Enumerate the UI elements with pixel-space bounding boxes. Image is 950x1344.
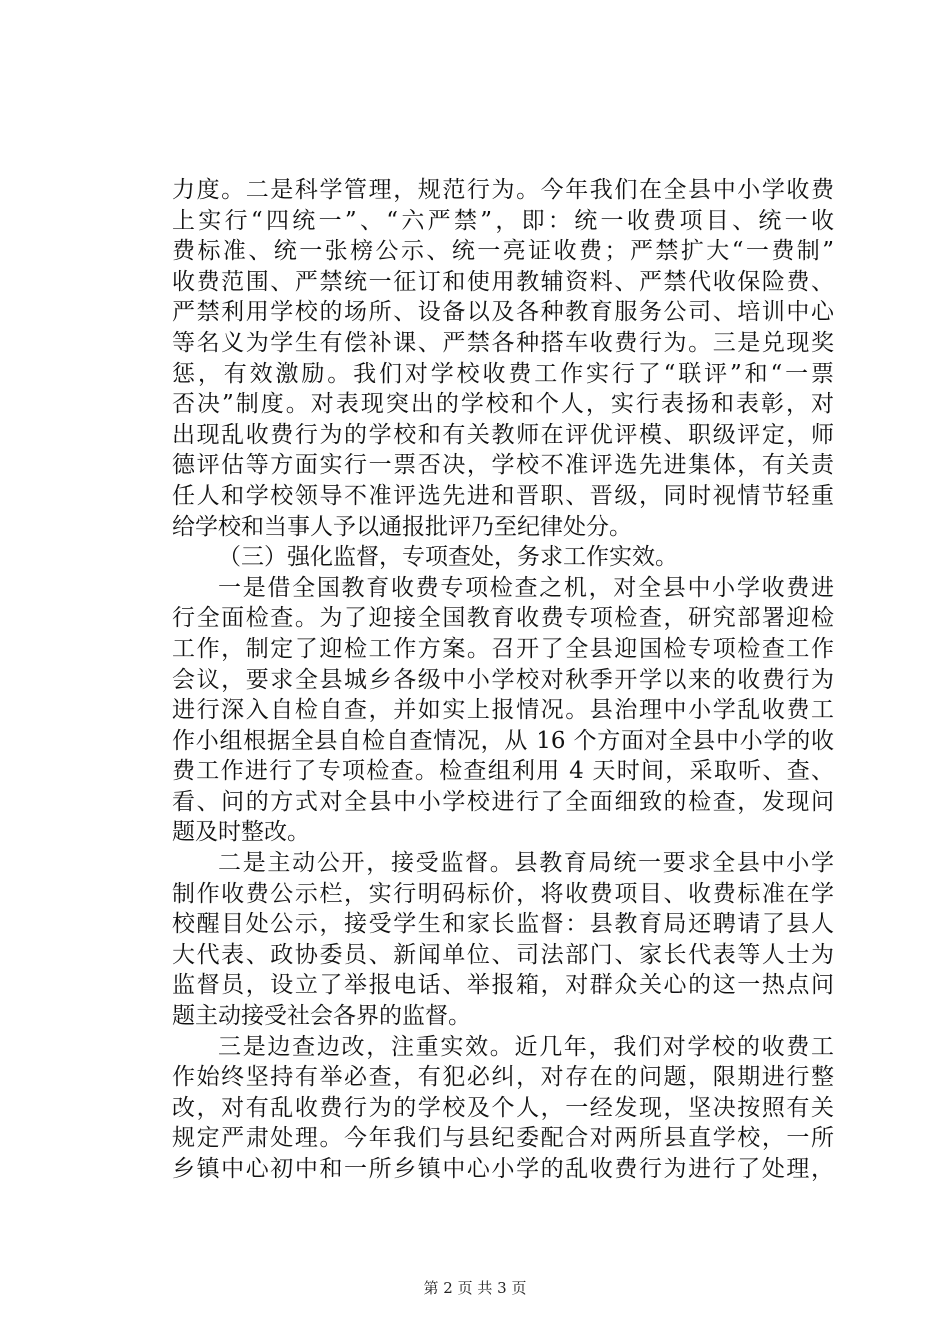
text-line: 工作，制定了迎检工作方案。召开了全县迎国检专项检查工作 xyxy=(172,635,834,662)
text-line: 监督员，设立了举报电话、举报箱，对群众关心的这一热点问 xyxy=(172,972,834,999)
text-line: 收费范围、严禁统一征订和使用教辅资料、严禁代收保险费、 xyxy=(172,268,834,295)
text-line: 看、问的方式对全县中小学校进行了全面细致的检查，发现问 xyxy=(172,788,834,815)
page-footer: 第 2 页 共 3 页 xyxy=(423,1279,527,1297)
text-line: 会议，要求全县城乡各级中小学校对秋季开学以来的收费行为 xyxy=(172,666,834,693)
text-line: 三是边查边改，注重实效。近几年，我们对学校的收费工 xyxy=(218,1033,834,1060)
text-line: 任人和学校领导不准评选先进和晋职、晋级，同时视情节轻重 xyxy=(172,482,834,509)
text-line: 二是主动公开，接受监督。县教育局统一要求全县中小学 xyxy=(218,850,834,877)
text-line: 出现乱收费行为的学校和有关教师在评优评模、职级评定，师 xyxy=(172,421,834,448)
text-line: 等名义为学生有偿补课、严禁各种搭车收费行为。三是兑现奖 xyxy=(172,329,834,356)
text-line: 改，对有乱收费行为的学校及个人，一经发现，坚决按照有关 xyxy=(172,1094,834,1121)
text-line: 进行深入自检自查，并如实上报情况。县治理中小学乱收费工 xyxy=(172,697,834,724)
text-line: 题主动接受社会各界的监督。 xyxy=(172,1003,471,1030)
text-line: 作小组根据全县自检自查情况，从 16 个方面对全县中小学的收 xyxy=(172,727,834,754)
text-line: 惩，有效激励。我们对学校收费工作实行了“联评”和“一票 xyxy=(172,360,834,387)
text-line: 一是借全国教育收费专项检查之机，对全县中小学收费进 xyxy=(218,574,834,601)
text-line: 制作收费公示栏，实行明码标价，将收费项目、收费标准在学 xyxy=(172,880,834,907)
text-line: 行全面检查。为了迎接全国教育收费专项检查，研究部署迎检 xyxy=(172,605,834,632)
document-body xyxy=(172,175,834,1185)
text-line: （三）强化监督，专项查处，务求工作实效。 xyxy=(218,544,678,571)
text-line: 乡镇中心初中和一所乡镇中心小学的乱收费行为进行了处理， xyxy=(172,1156,834,1182)
text-line: 力度。二是科学管理，规范行为。今年我们在全县中小学收费 xyxy=(172,177,834,203)
text-line: 否决”制度。对表现突出的学校和个人，实行表扬和表彰，对 xyxy=(172,391,834,418)
text-line: 严禁利用学校的场所、设备以及各种教育服务公司、培训中心 xyxy=(172,299,834,326)
text-line: 大代表、政协委员、新闻单位、司法部门、家长代表等人士为 xyxy=(172,941,834,968)
text-line: 费标准、统一张榜公示、统一亮证收费；严禁扩大“一费制” xyxy=(172,238,834,265)
text-line: 规定严肃处理。今年我们与县纪委配合对两所县直学校，一所 xyxy=(172,1125,834,1152)
text-line: 校醒目处公示，接受学生和家长监督：县教育局还聘请了县人 xyxy=(172,911,834,938)
text-line: 费工作进行了专项检查。检查组利用 4 天时间，采取听、查、 xyxy=(172,758,834,785)
text-line: 上实行“四统一”、“六严禁”，即：统一收费项目、统一收 xyxy=(172,207,834,234)
text-line: 题及时整改。 xyxy=(172,819,310,846)
text-line: 作始终坚持有举必查，有犯必纠，对存在的问题，限期进行整 xyxy=(172,1064,834,1091)
text-line: 德评估等方面实行一票否决，学校不准评选先进集体，有关责 xyxy=(172,452,834,479)
text-line: 给学校和当事人予以通报批评乃至纪律处分。 xyxy=(172,513,632,540)
